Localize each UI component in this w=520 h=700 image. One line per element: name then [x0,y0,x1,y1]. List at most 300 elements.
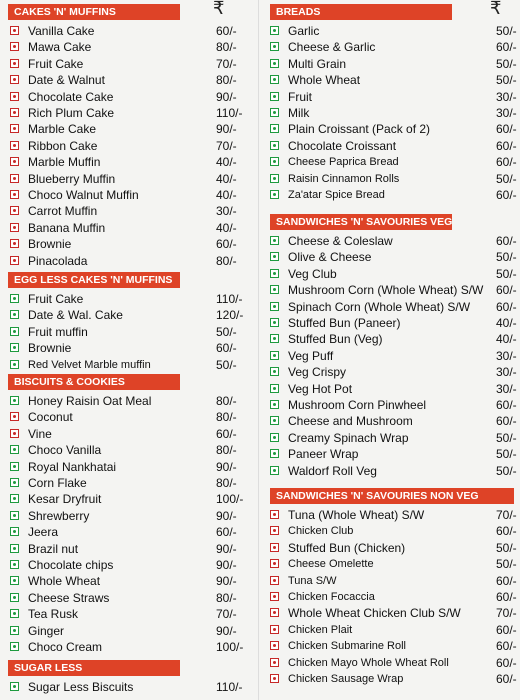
item-price: 60/- [496,524,517,539]
item-price: 90/- [216,508,237,523]
item-price: 110/- [216,292,243,306]
menu-item [10,393,250,409]
veg-marker-icon [10,494,19,503]
item-name: Pinacolada [28,253,88,268]
menu-item [270,381,520,397]
column-divider [258,0,259,700]
nonveg-marker-icon [270,543,279,552]
item-price: 80/- [216,443,237,458]
nonveg-marker-icon [10,26,19,35]
menu-item [10,426,250,442]
item-name: Fruit muffin [28,324,88,339]
item-price: 120/- [216,308,244,323]
item-price: 50/- [216,324,237,339]
item-price: 60/- [496,155,517,170]
menu-item [10,557,250,573]
veg-marker-icon [10,462,19,471]
menu-item [270,233,520,249]
item-price: 90/- [216,122,237,137]
item-name: Plain Croissant (Pack of 2) [288,122,431,137]
item-price: 60/- [216,237,237,252]
section-header: SANDWICHES 'N' SAVOURIES NON VEG [270,488,514,504]
menu-item [270,331,520,347]
menu-item [10,89,250,105]
item-price: 80/- [216,590,237,605]
menu-item [270,105,520,121]
veg-marker-icon [270,59,279,68]
item-price: 60/- [216,341,237,356]
item-name: Chicken Submarine Roll [288,640,406,653]
menu-item [10,340,250,356]
item-price: 50/- [496,250,517,265]
veg-marker-icon [270,174,279,183]
item-price: 70/- [216,138,237,153]
item-price: 90/- [216,459,237,474]
item-name: Jeera [28,525,59,540]
menu-item [270,540,520,556]
nonveg-marker-icon [270,658,279,667]
veg-marker-icon [270,92,279,101]
section-header: SUGAR LESS [8,660,180,676]
veg-marker-icon [10,626,19,635]
item-name: Tuna (Whole Wheat) S/W [288,508,425,522]
menu-item [10,23,250,39]
menu-item [270,266,520,282]
nonveg-marker-icon [10,223,19,232]
menu-item [270,23,520,39]
veg-marker-icon [270,384,279,393]
item-price: 60/- [216,426,237,441]
nonveg-marker-icon [10,190,19,199]
menu-item [270,589,520,605]
item-name: Honey Raisin Oat Meal [28,394,152,408]
veg-marker-icon [270,416,279,425]
nonveg-marker-icon [10,59,19,68]
item-price: 60/- [496,622,517,637]
item-name: Whole Wheat [288,73,361,88]
item-name: Brownie [28,237,72,252]
veg-marker-icon [10,593,19,602]
item-price: 90/- [216,623,237,638]
menu-item [270,556,520,572]
item-name: Garlic [288,24,320,38]
menu-item [270,89,520,105]
item-price: 50/- [496,430,517,445]
item-name: Chocolate Cake [28,89,114,104]
item-name: Stuffed Bun (Veg) [288,332,383,347]
veg-marker-icon [10,445,19,454]
item-price: 60/- [216,24,237,38]
veg-marker-icon [270,26,279,35]
item-price: 60/- [496,283,517,298]
veg-marker-icon [10,527,19,536]
veg-marker-icon [10,360,19,369]
menu-item [270,121,520,137]
item-name: Vine [28,426,52,441]
rupee-symbol: ₹ [490,0,502,19]
rupee-symbol: ₹ [213,0,225,19]
item-price: 80/- [216,73,237,88]
right-column [266,0,520,700]
menu-item [10,639,250,655]
menu-item [10,491,250,507]
veg-marker-icon [270,318,279,327]
item-price: 60/- [216,525,237,540]
item-price: 40/- [216,220,237,235]
nonveg-marker-icon [10,141,19,150]
item-price: 40/- [496,332,517,347]
item-price: 60/- [496,590,517,604]
menu-item [270,249,520,265]
veg-marker-icon [270,190,279,199]
item-price: 70/- [496,508,517,522]
item-price: 60/- [496,234,517,248]
item-name: Whole Wheat [28,574,101,589]
item-price: 80/- [216,410,237,425]
veg-marker-icon [270,400,279,409]
menu-item [270,39,520,55]
item-name: Choco Vanilla [28,443,102,458]
veg-marker-icon [270,236,279,245]
menu-item [270,622,520,638]
item-name: Fruit [288,89,312,104]
section-header: CAKES 'N' MUFFINS [8,4,180,20]
nonveg-marker-icon [10,412,19,421]
item-name: Paneer Wrap [288,447,359,462]
menu-item [10,236,250,252]
item-price: 30/- [216,204,237,219]
item-name: Ribbon Cake [28,138,98,153]
nonveg-marker-icon [10,157,19,166]
menu-item [270,573,520,589]
menu-item [270,348,520,364]
item-price: 90/- [216,89,237,104]
item-name: Whole Wheat Chicken Club S/W [288,606,461,621]
menu-item [10,541,250,557]
veg-marker-icon [270,466,279,475]
item-name: Cheese Omelette [288,558,374,571]
item-name: Veg Puff [288,348,334,363]
nonveg-marker-icon [10,108,19,117]
veg-marker-icon [10,576,19,585]
menu-item [10,679,250,695]
menu-item [270,523,520,539]
veg-marker-icon [270,108,279,117]
item-name: Carrot Muffin [28,204,98,219]
veg-marker-icon [10,294,19,303]
item-price: 60/- [496,40,517,55]
item-price: 60/- [496,299,517,314]
item-price: 60/- [496,398,517,412]
item-price: 70/- [496,606,517,621]
item-name: Cheese Paprica Bread [288,156,399,169]
veg-marker-icon [270,334,279,343]
menu-item [270,446,520,462]
item-name: Marble Muffin [28,155,101,170]
menu-item [10,105,250,121]
item-name: Vanilla Cake [28,24,95,38]
item-price: 80/- [216,253,237,268]
item-price: 40/- [216,155,237,170]
veg-marker-icon [10,560,19,569]
item-name: Spinach Corn (Whole Wheat) S/W [288,299,471,314]
item-name: Fruit Cake [28,56,84,71]
item-price: 90/- [216,558,237,572]
item-name: Chicken Mayo Whole Wheat Roll [288,656,449,669]
menu-item [10,573,250,589]
nonveg-marker-icon [270,641,279,650]
menu-item [10,220,250,236]
item-name: Kesar Dryfruit [28,492,102,507]
nonveg-marker-icon [270,576,279,585]
item-name: Stuffed Bun (Chicken) [288,540,406,555]
item-name: Za'atar Spice Bread [288,189,385,201]
item-price: 30/- [496,348,517,363]
menu-item [10,203,250,219]
nonveg-marker-icon [270,510,279,519]
item-name: Mushroom Corn (Whole Wheat) S/W [288,283,484,298]
nonveg-marker-icon [270,559,279,568]
menu-item [270,430,520,446]
item-name: Chocolate chips [28,558,114,572]
veg-marker-icon [10,343,19,352]
menu-item [10,442,250,458]
veg-marker-icon [10,478,19,487]
veg-marker-icon [270,367,279,376]
item-name: Date & Wal. Cake [28,308,123,323]
item-name: Veg Hot Pot [288,381,353,396]
item-price: 30/- [496,106,517,120]
menu-item [270,397,520,413]
menu-item [10,623,250,639]
menu-item [10,590,250,606]
item-price: 100/- [216,492,244,507]
item-name: Corn Flake [28,476,87,490]
veg-marker-icon [270,141,279,150]
item-name: Raisin Cinnamon Rolls [288,172,400,185]
veg-marker-icon [270,302,279,311]
veg-marker-icon [10,310,19,319]
section-header: SANDWICHES 'N' SAVOURIES VEG [270,214,452,230]
veg-marker-icon [270,433,279,442]
item-name: Olive & Cheese [288,250,372,265]
menu-item [10,253,250,269]
item-name: Chicken Sausage Wrap [288,673,404,685]
menu-item [10,357,250,373]
item-price: 50/- [496,171,517,186]
item-price: 50/- [496,24,517,38]
menu-item [270,187,520,203]
item-price: 110/- [216,680,243,694]
item-name: Cheese Straws [28,590,110,605]
item-price: 80/- [216,40,237,55]
item-name: Cheese and Mushroom [288,414,413,429]
veg-marker-icon [10,609,19,618]
item-name: Blueberry Muffin [28,171,116,186]
menu-item [270,315,520,331]
item-name: Banana Muffin [28,220,106,235]
item-price: 50/- [496,557,517,572]
menu-item [270,413,520,429]
item-name: Milk [288,106,310,120]
menu-item [270,171,520,187]
menu-item [10,138,250,154]
item-price: 110/- [216,106,243,120]
item-price: 30/- [496,89,517,104]
nonveg-marker-icon [10,206,19,215]
section-header: BISCUITS & COOKIES [8,374,180,390]
nonveg-marker-icon [10,42,19,51]
item-price: 30/- [496,365,517,380]
menu-item [270,463,520,479]
menu-item [270,154,520,170]
item-name: Chocolate Croissant [288,138,397,153]
menu-item [10,508,250,524]
item-price: 70/- [216,607,237,622]
item-price: 50/- [496,540,517,555]
section-header: BREADS [270,4,452,20]
item-name: Fruit Cake [28,292,84,306]
nonveg-marker-icon [10,75,19,84]
nonveg-marker-icon [270,674,279,683]
item-name: Creamy Spinach Wrap [288,430,409,445]
item-price: 60/- [496,414,517,429]
menu-item [10,121,250,137]
veg-marker-icon [270,157,279,166]
menu-item [10,606,250,622]
veg-marker-icon [10,544,19,553]
veg-marker-icon [270,285,279,294]
item-name: Waldorf Roll Veg [288,463,377,478]
item-name: Ginger [28,623,65,638]
veg-marker-icon [10,682,19,691]
menu-item [270,138,520,154]
item-name: Veg Club [288,266,337,281]
veg-marker-icon [270,42,279,51]
nonveg-marker-icon [270,526,279,535]
menu-item [10,56,250,72]
item-price: 100/- [216,640,244,654]
menu-item [270,507,520,523]
item-price: 50/- [496,266,517,281]
item-name: Coconut [28,410,73,425]
item-price: 50/- [496,73,517,88]
menu-item [270,671,520,687]
section-header: EGG LESS CAKES 'N' MUFFINS [8,272,180,288]
menu-item [10,171,250,187]
nonveg-marker-icon [10,124,19,133]
nonveg-marker-icon [10,239,19,248]
menu-item [10,154,250,170]
nonveg-marker-icon [10,256,19,265]
item-name: Red Velvet Marble muffin [28,358,151,371]
left-column [0,0,250,700]
item-price: 50/- [216,357,237,372]
menu-item [10,72,250,88]
nonveg-marker-icon [10,174,19,183]
item-name: Cheese & Coleslaw [288,234,393,248]
item-name: Veg Crispy [288,365,347,380]
veg-marker-icon [270,269,279,278]
item-name: Mushroom Corn Pinwheel [288,398,427,412]
item-name: Royal Nankhatai [28,459,117,474]
menu-item [10,307,250,323]
item-name: Cheese & Garlic [288,40,376,55]
item-price: 60/- [496,188,517,202]
veg-marker-icon [10,511,19,520]
nonveg-marker-icon [270,592,279,601]
item-name: Brazil nut [28,541,79,556]
veg-marker-icon [10,327,19,336]
menu-item [10,475,250,491]
veg-marker-icon [270,351,279,360]
veg-marker-icon [10,642,19,651]
item-name: Stuffed Bun (Paneer) [288,316,401,330]
item-price: 60/- [496,138,517,153]
item-price: 80/- [216,476,237,490]
veg-marker-icon [10,396,19,405]
item-name: Chicken Plait [288,623,353,636]
item-price: 30/- [496,381,517,396]
veg-marker-icon [270,75,279,84]
item-price: 60/- [496,639,517,654]
menu-item [10,324,250,340]
nonveg-marker-icon [270,608,279,617]
item-price: 70/- [216,56,237,71]
item-name: Chicken Club [288,525,354,538]
item-name: Choco Walnut Muffin [28,188,139,202]
menu-item [270,72,520,88]
menu-item [10,291,250,307]
menu-item [10,39,250,55]
menu-item [10,459,250,475]
item-name: Tea Rusk [28,607,79,622]
item-price: 50/- [496,463,517,478]
item-name: Tuna S/W [288,574,337,587]
item-name: Rich Plum Cake [28,106,115,120]
item-name: Date & Walnut [28,73,105,88]
menu-item [270,638,520,654]
item-name: Choco Cream [28,640,103,654]
item-name: Mawa Cake [28,40,92,55]
menu-item [10,187,250,203]
item-price: 40/- [496,316,517,330]
item-price: 80/- [216,394,237,408]
veg-marker-icon [270,449,279,458]
nonveg-marker-icon [10,92,19,101]
item-name: Marble Cake [28,122,97,137]
veg-marker-icon [270,124,279,133]
item-price: 90/- [216,574,237,589]
item-name: Chicken Focaccia [288,591,375,603]
item-price: 90/- [216,541,237,556]
menu-item [270,282,520,298]
item-price: 40/- [216,171,237,186]
item-name: Brownie [28,341,72,356]
nonveg-marker-icon [10,429,19,438]
menu-item [270,299,520,315]
item-price: 60/- [496,573,517,588]
item-price: 50/- [496,447,517,462]
menu-item [270,56,520,72]
item-price: 60/- [496,655,517,670]
nonveg-marker-icon [270,625,279,634]
item-name: Sugar Less Biscuits [28,680,134,694]
item-name: Multi Grain [288,56,347,71]
item-price: 50/- [496,56,517,71]
item-name: Shrewberry [28,508,90,523]
menu-item [10,409,250,425]
